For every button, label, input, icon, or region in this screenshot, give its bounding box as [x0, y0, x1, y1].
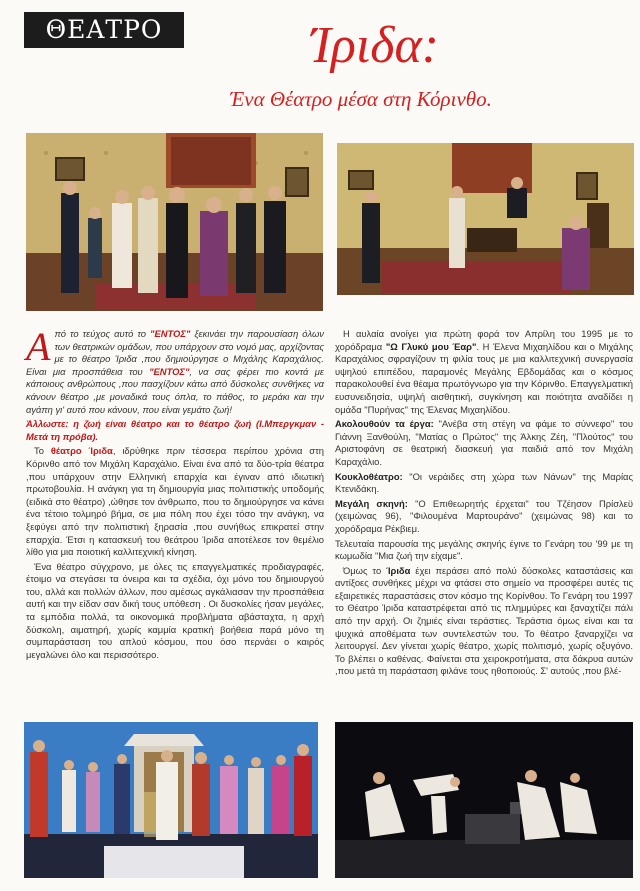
scene-photo — [337, 143, 634, 295]
stage-cast-photo — [24, 722, 318, 878]
body-paragraph: Ακολουθούν τα έργα: "Ανέβα στη στέγη να φάμε το σύννεφο" του Γιάννη Ξανθούλη, "Ματίας ο Πρώτος" της Άλκης Ζέη, "Πλούτος" του Αριστοφάνη σε θεατρική διασκευή για παιδιά από τον Μιχάλη Καραχάλιο. — [335, 418, 633, 467]
intro-paragraph: Από το τεύχος αυτό το "ΕΝΤΟΣ" ξεκινάει την παρουσίαση όλων των θεατρικών ομάδων, που υπάρχουν στο νομό μας, αρχίζοντας με το θέατρο Ίριδα ,που δημιούργησε ο Μιχάλης Καραχάλιος. Είναι μια προσπάθεια του "ΕΝΤΟΣ", να σας φέρει πιο κοντά με κάποιους ανθρώπους ,που πασχίζουν κάτω από δύσκολες συνθήκες να κάνουν θέατρο ,με μοναδικά τους όπλα, το πάθος, το μεράκι και την αγάπη γι' αυτό που κάνουν, που είναι γεμάτο ζωή! — [26, 324, 324, 415]
right-text-column — [335, 328, 633, 698]
cast-photo — [26, 133, 323, 311]
dance-photo — [335, 722, 633, 878]
body-paragraph: Το θέατρο Ίριδα, ιδρύθηκε πριν τέσσερα περίπου χρόνια στη Κόρινθο από τον Μιχάλη Καραχάλιο. Είναι ένα από τα δύο-τρία θέατρα ,που υπάρχουν στην Ελληνική επαρχία και έγιναν από ιδιωτική πρωτοβουλία. Η ανάγκη για τη δημιουργία μιας πολιτιστικής υποδομής (ειδικά στο θέατρο) ,ώθησε τον άνθρωπο, που το δημιούργησε να κάνει ένα τέτοιο τολμηρό βήμα, σε μια πόλη που έχει τόσο την ανάγκη, να ξεφύγει από την πολιτιστική ξηρασία ,που συνήθως επικρατεί στην επαρχία. Έτσι η κατασκευή του θεάτρου Ίριδα αποτέλεσε τον θεμέλιο λίθο για μια ποιοτική καλλιτεχνική κίνηση. — [26, 445, 325, 558]
body-paragraph: Μεγάλη σκηνή: "Ο Επιθεωρητής έρχεται" του Τζέησον Πρίσλεϋ (χειμώνας 96), "Φιλουμένα Μαρτουράνο" (χειμώνας 98) και το χορόδραμα Ρέκβιεμ. — [335, 497, 633, 534]
pull-quote: Άλλωστε: η ζωή είναι θέατρο και το θέατρο ζωή (Ι.Μπεργκμαν - Μετά τη πρόβα). — [26, 418, 324, 442]
left-text-column — [26, 324, 325, 698]
article-subtitle: Ένα Θέατρο μέσα στη Κόρινθο. — [230, 87, 492, 111]
body-paragraph: Ένα θέατρο σύγχρονο, με όλες τις επαγγελματικές προδιαγραφές, έτοιμο να στεγάσει τα όνειρα και τα σχέδια, όχι μόνο του δημιουργού του, αλλά και πολλών άλλων, που αμέσως αγκάλιασαν την προσπάθεια αυτή και την είδαν σαν δική τους υπόθεση . Οι δυσκολίες ήσαν μεγάλες, τα εμπόδια πολλά, τα οικονομικά προβλήματα αβάσταχτα, η αρχή δύσκολη, αιματηρή, χωρίς καμμία κρατική βοήθεια παρά μόνο τη συμπαράσταση του απλού κόσμου, που όσο περνάει ο καιρός μεγαλώνει όλο και περισσότερο. — [26, 560, 324, 660]
body-paragraph: Όμως το Ίριδα έχει περάσει από πολύ δύσκολες καταστάσεις και αντίξοες συνθήκες μέχρι να φτάσει στο σημείο να προσφέρει αυτές τις εξαιρετικές παραστάσεις στον κόσμο της Κορίνθου. Το Γενάρη του 1997 το Θέατρο Ίριδα καταστρέφεται από τις πλημμύρες και ξαναχτίζει πάλι από την αρχή. Οι ζημιές είναι τεράστιες. Τεράστια όμως είναι και τα ψυχικά αποθέματα των συντελεστών του. Το θέατρο ξαναρχίζει να λειτουργεί. Δεν γίνεται χωρίς θέατρο, χωρίς πολιτισμό, χωρίς οξυγόνο. Το βλέπει ο καθένας. Φαίνεται στα χειροκροτήματα, στα δάκρυα αυτών ,που μετά τη παράσταση φιλάνε τους ηθοποιούς. Σ' αυτούς ,που βλέ- — [335, 564, 634, 677]
article-title: Ίριδα: — [310, 17, 440, 74]
section-label: ΘΕΑΤΡΟ — [24, 12, 184, 48]
body-paragraph: Τελευταία παρουσία της μεγάλης σκηνής έγινε το Γενάρη του '99 με τη κωμωδία "Μια ζωή την είχαμε". — [335, 537, 633, 562]
drop-cap: Α — [26, 324, 51, 369]
body-paragraph: Κουκλοθέατρο: "Οι νεράιδες στη χώρα των Νάνων" της Μαρίας Κτενιδάκη. — [335, 470, 633, 495]
body-paragraph: Η αυλαία ανοίγει για πρώτη φορά τον Απρίλη του 1995 με το χορόδραμα "Ω Γλυκύ μου Έαρ". Η Έλενα Μιχαηλίδου και ο Μιχάλης Καραχάλιος σφραγίζουν τη φιλία τους με μια καλλιτεχνική συνεργασία υψηλού επιπέδου, παραμονές Μεγάλης Εβδομάδας και ο κόσμος παρακολουθεί ένα θέαμα πρωτόγνωρο για την Κόρινθο. Επαγγελματική ευσυνειδησία, υψηλή αισθητική, συγκίνηση και ποιότητα αναδίδει η ομάδα "Πυρήνας" της Έλενας Μιχαηλίδου. — [335, 328, 634, 415]
